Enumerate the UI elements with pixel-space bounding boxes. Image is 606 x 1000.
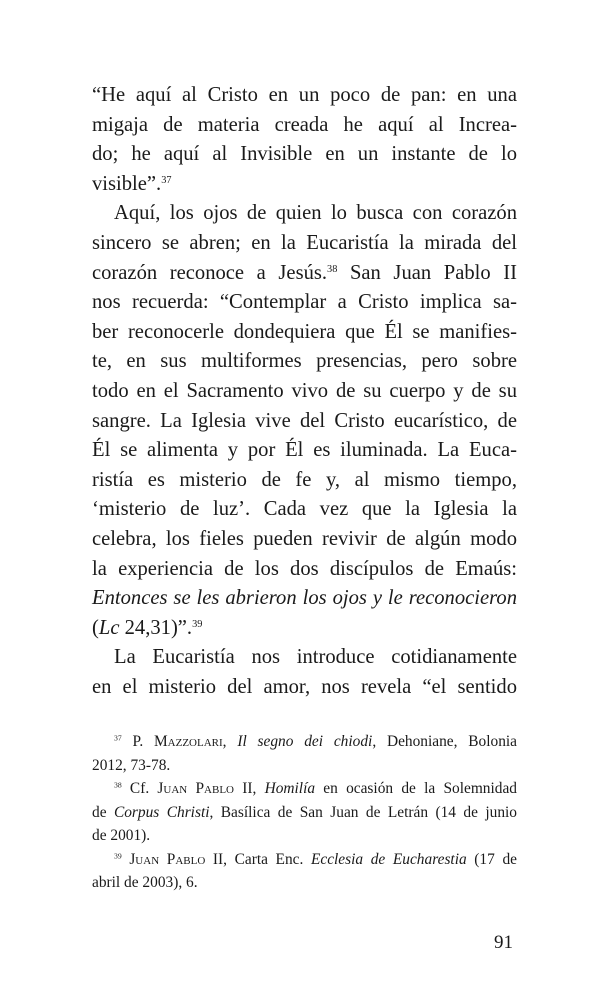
text-segment: (17 de [466, 850, 517, 868]
text-segment: ristía es misterio de fe y, al mismo tiempo, [92, 468, 517, 491]
text-segment: en el misterio del amor, nos revela “el sentido [92, 675, 517, 698]
text-segment: la experiencia de los dos discípulos de Emaús: [92, 557, 517, 580]
body-line [92, 81, 517, 111]
body-line [92, 111, 517, 141]
text-segment: , [222, 733, 238, 750]
body-line [92, 170, 517, 200]
text-segment: todo en el Sacramento vivo de su cuerpo y de su [92, 379, 517, 402]
text-segment: Lc [98, 616, 120, 639]
text-segment: do; he aquí al Invisible en un instante de lo [92, 143, 517, 166]
body-line [92, 347, 517, 377]
text-segment: de [92, 803, 114, 821]
footnote-marker: 39 [192, 618, 203, 630]
text-segment: corazón reconoce a Jesús. [92, 261, 328, 284]
text-segment: Homilía [264, 780, 316, 797]
text-segment: celebra, los fieles pueden revivir de algún modo [92, 527, 517, 550]
text-segment: II, Carta Enc. [205, 850, 311, 868]
body-line [92, 673, 517, 703]
text-segment: ( [92, 616, 99, 639]
footnote-line [92, 824, 517, 848]
body-line [92, 495, 517, 525]
body-line [92, 288, 517, 318]
body-line [92, 525, 517, 555]
footnote-line [92, 777, 517, 801]
text-segment: Entonces se les abrieron los ojos y le reconocieron [92, 587, 517, 610]
text-segment: II, [234, 780, 265, 797]
footnote-marker: 38 [327, 263, 338, 275]
text-segment: P. [121, 733, 154, 750]
text-segment: “He aquí al Cristo en un poco de pan: en una [92, 84, 517, 106]
text-segment: Él se alimenta y por Él es iluminada. La Euca- [92, 439, 517, 462]
footnote-line [92, 730, 517, 754]
text-segment: ber reconocerle dondequiera que Él se manifies- [92, 320, 517, 343]
body-line [92, 140, 517, 170]
text-segment: en ocasión de la Solemnidad [315, 780, 517, 797]
page-number: 91 [494, 932, 513, 953]
body-line [92, 407, 517, 437]
text-segment: te, en sus multiformes presencias, pero sobre [92, 350, 517, 373]
body-line [92, 614, 517, 644]
text-segment: 24,31)”. [119, 616, 193, 639]
body-line [92, 377, 517, 407]
footnote-marker: 39 [114, 851, 122, 861]
text-segment: migaja de materia creada he aquí al Increa- [92, 113, 517, 136]
body-line [92, 318, 517, 348]
text-segment: Aquí, los ojos de quien lo busca con corazón [114, 202, 517, 225]
text-segment: sangre. La Iglesia vive del Cristo eucarístico, de [92, 409, 517, 432]
footnote-line [92, 848, 517, 872]
text-segment: Il segno dei chiodi [237, 733, 373, 750]
body-line [92, 466, 517, 496]
text-segment: Mazzolari [153, 733, 223, 750]
text-segment: visible”. [92, 172, 162, 195]
text-segment: ‘misterio de luz’. Cada vez que la Iglesia la [92, 498, 517, 521]
footnote-marker: 37 [161, 174, 172, 186]
text-segment: abril de 2003), 6. [92, 874, 198, 891]
footnote-line [92, 801, 517, 825]
footnote-line [92, 871, 517, 895]
body-line [92, 229, 517, 259]
body-line [92, 259, 517, 289]
text-segment: sincero se abren; en la Eucaristía la mirada del [92, 231, 517, 254]
text-segment: San Juan Pablo II [337, 261, 517, 284]
body-line [92, 436, 517, 466]
footnote-marker: 38 [114, 780, 122, 790]
text-segment: Cf. [121, 780, 158, 797]
text-segment: Juan Pablo [129, 850, 206, 868]
body-line [92, 643, 517, 673]
text-segment: 2012, 73-78. [92, 756, 171, 774]
text-segment: , Dehoniane, Bolonia [372, 733, 518, 750]
text-segment: Ecclesia de Eucharestia [310, 850, 467, 868]
footnote-line [92, 754, 517, 778]
text-segment: Corpus Christi [113, 803, 210, 821]
body-line [92, 584, 517, 614]
body-text [92, 81, 517, 702]
text-segment: nos recuerda: “Contemplar a Cristo implica sa- [92, 291, 517, 314]
text-segment: , Basílica de San Juan de Letrán (14 de junio [209, 803, 517, 821]
body-line [92, 199, 517, 229]
text-segment: La Eucaristía nos introduce cotidianamente [114, 646, 517, 669]
text-segment: Juan Pablo [157, 780, 234, 797]
footnotes [92, 730, 517, 895]
footnote-marker: 37 [114, 733, 122, 743]
body-line [92, 555, 517, 585]
text-segment: de 2001). [92, 827, 151, 844]
